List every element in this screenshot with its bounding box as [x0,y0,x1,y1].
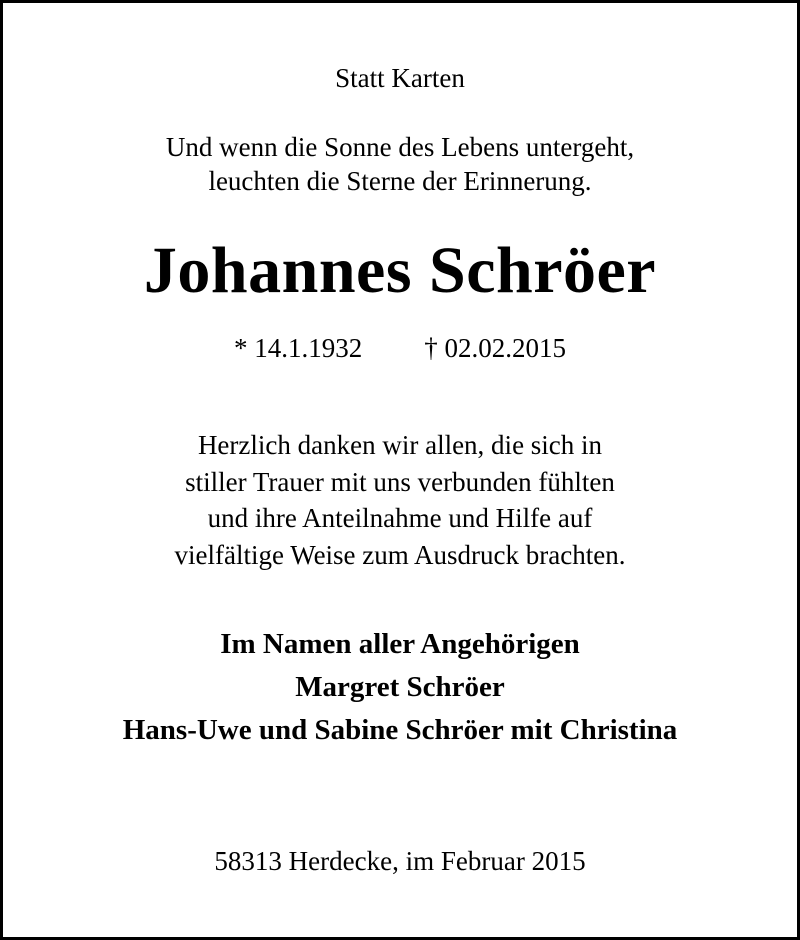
place-and-date: 58313 Herdecke, im Februar 2015 [214,846,586,876]
family-signature [3,623,797,752]
thanks-line-2: stiller Trauer mit uns verbunden fühlten [185,466,615,497]
thanks-line-4: vielfältige Weise zum Ausdruck brachten. [174,539,626,570]
thanks-line-1: Herzlich danken wir allen, die sich in [197,430,603,460]
deceased-name: Johannes Schröer [143,234,657,307]
family-line-2: Margret Schröer [295,671,505,703]
statt-karten-heading: Statt Karten [335,63,465,93]
birth-date: * 14.1.1932 [234,333,363,363]
memorial-verse [3,130,797,198]
life-dates [3,331,797,365]
death-date: † 02.02.2015 [424,333,566,363]
thanks-text [3,427,797,573]
verse-line-2: leuchten die Sterne der Erinnerung. [208,166,592,196]
family-line-3: Hans-Uwe und Sabine Schröer mit Christina [122,714,678,746]
family-line-1: Im Namen aller Angehörigen [220,628,580,660]
verse-line-1: Und wenn die Sonne des Lebens untergeht, [165,132,635,162]
thanks-line-3: und ihre Anteilnahme und Hilfe auf [207,503,593,533]
